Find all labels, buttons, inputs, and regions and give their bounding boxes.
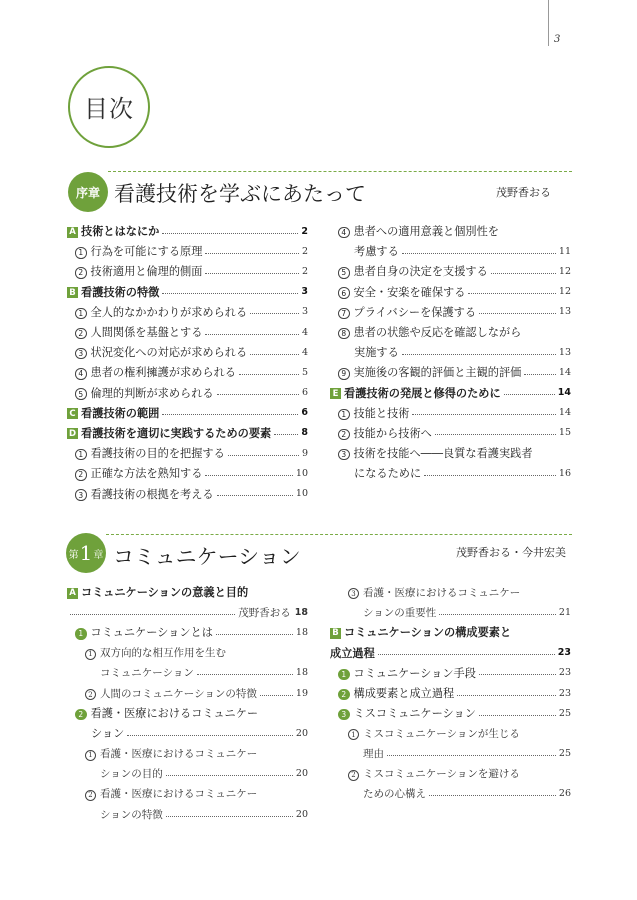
page-ref: 6 — [301, 407, 308, 419]
toc-entry-label — [338, 705, 476, 721]
chapter0-title: 看護技術を学ぶにあたって — [114, 182, 366, 206]
toc-entry[interactable] — [67, 362, 308, 382]
circled-number: 1 — [75, 247, 87, 259]
toc-entry-label — [338, 405, 409, 421]
toc-entry[interactable] — [330, 683, 571, 703]
toc-entry[interactable] — [67, 622, 308, 642]
section-mark-a: A — [67, 588, 78, 599]
page-ref: 26 — [558, 788, 571, 800]
toc-entry-text: 人間関係を基盤とする — [90, 326, 203, 340]
circled-number: 4 — [338, 227, 350, 239]
toc-entry[interactable] — [330, 403, 571, 423]
toc-entry-label — [338, 665, 476, 681]
page-ref: 20 — [295, 727, 308, 739]
toc-entry-text: になるために — [354, 467, 422, 481]
toc-entry-text: 看護技術の根拠を考える — [90, 487, 214, 501]
leader-dots — [217, 495, 293, 496]
chapter1-right-column — [330, 582, 571, 804]
leader-dots — [439, 614, 556, 615]
leader-dots — [197, 674, 293, 675]
chapter0-badge: 序章 — [68, 172, 108, 212]
toc-entry[interactable] — [67, 221, 308, 241]
toc-entry-text: コミュニケーション手段 — [353, 666, 476, 680]
page-ref: 23 — [558, 687, 571, 699]
toc-entry-text: 看護技術の範囲 — [81, 406, 160, 420]
leader-dots — [524, 374, 556, 375]
page-ref: 4 — [301, 346, 308, 358]
page-ref: 11 — [558, 245, 571, 257]
circled-number: 2 — [75, 328, 87, 340]
toc-entry-label — [348, 726, 520, 741]
page-ref: 2 — [301, 245, 308, 257]
toc-entry-label — [354, 344, 399, 360]
toc-entry-label — [85, 645, 226, 660]
toc-entry[interactable] — [67, 582, 308, 602]
toc-entry-text: 看護技術の発展と修得のために — [344, 386, 501, 400]
toc-entry[interactable] — [67, 342, 308, 362]
leader-dots — [162, 414, 298, 415]
toc-entry[interactable] — [67, 383, 308, 403]
toc-entry-text: 理由 — [363, 748, 384, 761]
toc-entry-text: 倫理的判断が求められる — [90, 386, 214, 400]
toc-entry[interactable] — [67, 804, 308, 824]
chapter1-title: コミュニケーション — [113, 545, 301, 569]
toc-entry-text: 行為を可能にする原理 — [90, 245, 203, 259]
page-ref: 18 — [295, 626, 308, 638]
circled-number: 2 — [75, 469, 87, 481]
leader-dots — [217, 394, 299, 395]
toc-entry-label — [75, 263, 202, 279]
toc-entry-text: コミュニケーション — [100, 667, 194, 680]
circled-number: 1 — [85, 649, 96, 660]
toc-entry-text: 看護・医療におけるコミュニケー — [90, 707, 259, 721]
toc-entry[interactable] — [330, 261, 571, 281]
toc-entry[interactable] — [330, 241, 571, 261]
toc-entry-label — [67, 584, 248, 600]
page-ref: 4 — [301, 326, 308, 338]
toc-entry-text: プライバシーを保護する — [353, 305, 477, 319]
toc-entry-label — [338, 445, 533, 461]
toc-entry[interactable] — [330, 723, 571, 743]
toc-entry-text: 全人的なかかわりが求められる — [90, 305, 248, 319]
page-ref: 3 — [301, 306, 308, 318]
toc-entry-label — [100, 665, 194, 680]
toc-entry-label — [330, 385, 501, 401]
section-mark-a: A — [67, 227, 78, 238]
toc-entry[interactable] — [330, 221, 571, 241]
circled-number: 1 — [338, 669, 350, 681]
page-ref: 20 — [295, 768, 308, 780]
leader-dots — [387, 755, 556, 756]
page-ref: 25 — [558, 748, 571, 760]
toc-entry-label — [75, 243, 202, 259]
page-ref: 21 — [558, 606, 571, 618]
leader-dots — [216, 634, 293, 635]
leader-dots — [205, 334, 299, 335]
toc-entry-label — [85, 686, 257, 701]
chapter0-rule — [108, 171, 572, 172]
leader-dots — [260, 695, 293, 696]
toc-entry-text: ミスコミュニケーションが生じる — [363, 727, 520, 740]
circled-number: 3 — [348, 588, 359, 599]
page-ref: 8 — [301, 427, 308, 439]
leader-dots — [239, 374, 299, 375]
toc-entry-text: コミュニケーションの構成要素と — [344, 626, 512, 640]
circled-number: 5 — [338, 267, 350, 279]
leader-dots — [162, 293, 298, 294]
toc-entry[interactable] — [67, 744, 308, 764]
toc-entry-label — [85, 746, 257, 761]
toc-entry-text: 技術とはなにか — [81, 225, 160, 239]
page-ref: 15 — [558, 427, 571, 439]
circled-number: 5 — [75, 388, 87, 400]
toc-entry[interactable] — [67, 483, 308, 503]
toc-entry-text: 患者の権利擁護が求められる — [90, 366, 236, 380]
toc-entry[interactable] — [330, 663, 571, 683]
circled-number: 1 — [75, 308, 87, 320]
leader-dots — [479, 715, 556, 716]
leader-dots — [70, 614, 235, 615]
page-ref: 14 — [558, 366, 571, 378]
toc-entry[interactable] — [67, 643, 308, 663]
circled-number: 1 — [75, 628, 87, 640]
leader-dots — [402, 354, 556, 355]
chapter1-badge-post: 章 — [93, 549, 104, 561]
toc-entry-text: 成立過程 — [330, 646, 375, 660]
leader-dots — [274, 434, 298, 435]
toc-entry-label — [354, 465, 421, 481]
page-ref: 12 — [558, 265, 571, 277]
toc-entry-label — [330, 624, 511, 640]
section-mark-d: D — [68, 428, 77, 439]
toc-entry-label — [100, 807, 163, 822]
circled-number: 2 — [85, 790, 96, 801]
toc-entry-label — [338, 324, 521, 340]
toc-entry[interactable] — [330, 383, 571, 403]
leader-dots — [205, 273, 299, 274]
toc-entry-label — [85, 786, 257, 801]
circled-number: 9 — [338, 368, 350, 380]
toc-entry[interactable] — [330, 602, 571, 622]
toc-entry-label — [67, 284, 159, 300]
toc-entry-label — [363, 786, 426, 801]
toc-entry[interactable] — [330, 582, 571, 602]
toc-entry-text: ミスコミュニケーションを避ける — [363, 768, 520, 781]
toc-entry-text: 看護・医療におけるコミュニケー — [363, 586, 521, 599]
leader-dots — [250, 313, 299, 314]
circled-number: 4 — [75, 368, 87, 380]
toc-entry-label — [75, 705, 258, 721]
toc-entry[interactable] — [67, 282, 308, 302]
toc-entry[interactable] — [330, 463, 571, 483]
page-ref: 2 — [301, 225, 308, 237]
toc-entry[interactable] — [330, 784, 571, 804]
circled-number: 2 — [75, 267, 87, 279]
section-mark-b: B — [330, 628, 341, 639]
toc-entry-text: 構成要素と成立過程 — [353, 687, 455, 701]
circled-number: 1 — [338, 409, 350, 421]
toc-entry-label — [338, 263, 488, 279]
toc-entry-text: 人間のコミュニケーションの特徴 — [100, 687, 257, 700]
toc-entry-text: 技能から技術へ — [353, 426, 432, 440]
toc-entry[interactable] — [67, 261, 308, 281]
toc-entry-text: コミュニケーションの意義と目的 — [81, 586, 249, 600]
chapter0-right-column — [330, 221, 571, 483]
toc-entry-text: 看護技術の目的を把握する — [90, 447, 225, 461]
chapter1-badge-pre: 第 — [68, 549, 79, 561]
toc-entry-text: 看護・医療におけるコミュニケー — [100, 748, 258, 761]
page-ref: 3 — [301, 286, 308, 298]
toc-entry-text: 患者への適用意義と個別性を — [353, 225, 499, 239]
toc-entry[interactable] — [67, 403, 308, 423]
circled-number: 2 — [338, 689, 350, 701]
toc-entry[interactable] — [67, 602, 308, 622]
leader-dots — [504, 394, 555, 395]
circled-number: 3 — [338, 709, 350, 721]
toc-entry[interactable] — [330, 282, 571, 302]
circled-number: 1 — [348, 729, 359, 740]
toc-entry[interactable] — [330, 764, 571, 784]
page-ref: 13 — [558, 346, 571, 358]
page-ref: 20 — [295, 808, 308, 820]
section-mark-e: E — [330, 388, 341, 399]
section-mark-c: C — [67, 408, 78, 419]
toc-entry[interactable] — [330, 622, 571, 642]
toc-entry-text: 実施後の客観的評価と主観的評価 — [353, 366, 522, 380]
toc-entry-text: ミスコミュニケーション — [353, 707, 476, 721]
toc-entry-label — [338, 425, 432, 441]
toc-entry-label — [75, 465, 202, 481]
circled-number: 6 — [338, 287, 350, 299]
page-ref: 9 — [301, 447, 308, 459]
section-author: 茂野香おる — [238, 606, 291, 619]
toc-entry[interactable] — [67, 443, 308, 463]
leader-dots — [424, 475, 556, 476]
chapter0-left-column — [67, 221, 308, 504]
circled-number: 2 — [338, 429, 350, 441]
toc-entry[interactable] — [330, 744, 571, 764]
toc-entry-label — [75, 385, 214, 401]
leader-dots — [127, 735, 293, 736]
toc-entry-text: 技能と技術 — [353, 406, 410, 420]
toc-entry-label — [91, 725, 124, 741]
toc-entry[interactable] — [330, 302, 571, 322]
chapter1-rule — [106, 534, 572, 535]
toc-entry-label — [67, 405, 159, 421]
toc-entry-text: ションの特徴 — [100, 808, 163, 821]
page-ref: 14 — [558, 407, 571, 419]
page-ref: 25 — [558, 707, 571, 719]
circled-number: 1 — [75, 449, 87, 461]
toc-entry-label — [100, 766, 163, 781]
toc-entry-label — [348, 766, 520, 781]
chapter1-author: 茂野香おる・今井宏美 — [456, 546, 566, 559]
leader-dots — [479, 674, 556, 675]
circled-number: 8 — [338, 328, 350, 340]
toc-entry-label — [330, 645, 375, 661]
page-ref: 6 — [301, 387, 308, 399]
toc-entry-label — [338, 685, 454, 701]
leader-dots — [205, 475, 293, 476]
toc-entry-label — [67, 425, 271, 441]
chapter0-author: 茂野香おる — [496, 186, 551, 199]
circled-number: 3 — [75, 489, 87, 501]
page-ref: 13 — [558, 306, 571, 318]
toc-entry[interactable] — [67, 723, 308, 743]
toc-entry-label — [338, 223, 499, 239]
leader-dots — [205, 253, 299, 254]
toc-entry-text: 看護技術の特徴 — [81, 285, 160, 299]
toc-entry-label — [75, 624, 213, 640]
leader-dots — [162, 233, 298, 234]
toc-entry-text: ションの目的 — [100, 768, 163, 781]
toc-entry-text: 考慮する — [354, 245, 399, 259]
toc-entry-label — [67, 223, 159, 239]
leader-dots — [435, 434, 556, 435]
leader-dots — [166, 816, 293, 817]
leader-dots — [250, 354, 299, 355]
toc-entry[interactable] — [67, 302, 308, 322]
page-number: 3 — [554, 34, 561, 45]
leader-dots — [491, 273, 556, 274]
toc-entry[interactable] — [67, 784, 308, 804]
page-ref: 23 — [557, 647, 571, 659]
toc-entry-text: 安全・安楽を確保する — [353, 285, 466, 299]
toc-entry-text: 正確な方法を熟知する — [90, 467, 203, 481]
toc-entry-text: ション — [91, 727, 125, 741]
toc-entry-label — [338, 364, 521, 380]
toc-entry-label — [75, 486, 214, 502]
toc-entry-text: ションの重要性 — [363, 606, 437, 619]
toc-entry-label — [75, 364, 236, 380]
page-ref: 14 — [557, 387, 571, 399]
page-ref: 18 — [294, 606, 308, 618]
leader-dots — [429, 795, 556, 796]
toc-entry-label — [338, 304, 476, 320]
toc-entry[interactable] — [330, 423, 571, 443]
toc-entry[interactable] — [330, 322, 571, 342]
toc-entry[interactable] — [67, 683, 308, 703]
circled-number: 7 — [338, 308, 350, 320]
page-ref: 10 — [295, 467, 308, 479]
page-ref: 16 — [558, 467, 571, 479]
toc-entry-label — [75, 445, 225, 461]
toc-entry-text: 双方向的な相互作用を生む — [100, 647, 226, 660]
toc-entry-text: ための心構え — [363, 788, 426, 801]
toc-entry-text: 技術を技能へ――良質な看護実践者 — [353, 447, 533, 461]
circled-number: 3 — [338, 449, 350, 461]
circled-number: 3 — [75, 348, 87, 360]
leader-dots — [166, 775, 293, 776]
page-ref: 19 — [295, 687, 308, 699]
toc-entry[interactable] — [330, 342, 571, 362]
toc-entry-text: 看護・医療におけるコミュニケー — [100, 788, 258, 801]
toc-entry-label — [338, 284, 465, 300]
toc-entry-label — [75, 324, 202, 340]
leader-dots — [479, 313, 556, 314]
toc-entry[interactable] — [67, 463, 308, 483]
chapter1-badge-number: 1 — [79, 541, 93, 565]
leader-dots — [468, 293, 556, 294]
toc-entry[interactable] — [67, 241, 308, 261]
toc-entry-text: コミュニケーションとは — [90, 626, 213, 640]
toc-entry-label — [348, 585, 520, 600]
section-mark-b: B — [67, 287, 78, 298]
toc-entry[interactable] — [67, 703, 308, 723]
circled-number: 2 — [75, 709, 87, 721]
leader-dots — [412, 414, 555, 415]
page-ref: 18 — [295, 667, 308, 679]
toc-entry[interactable] — [330, 443, 571, 463]
leader-dots — [457, 695, 556, 696]
toc-title-circle — [68, 66, 150, 148]
toc-entry-label — [363, 746, 384, 761]
leader-dots — [378, 654, 555, 655]
toc-entry[interactable] — [330, 703, 571, 723]
page-ref: 10 — [295, 488, 308, 500]
page-ref: 23 — [558, 667, 571, 679]
toc-entry[interactable] — [67, 322, 308, 342]
chapter1-badge — [66, 533, 106, 573]
toc-entry-text: 患者の状態や反応を確認しながら — [353, 326, 522, 340]
toc-entry-label — [75, 344, 247, 360]
toc-title: 目次 — [84, 95, 134, 123]
toc-entry[interactable] — [67, 423, 308, 443]
page-ref: 2 — [301, 265, 308, 277]
leader-dots — [402, 253, 556, 254]
toc-entry-label — [363, 605, 436, 620]
toc-entry-label — [354, 243, 399, 259]
toc-entry-text: 技術適用と倫理的側面 — [90, 265, 203, 279]
toc-entry-text: 実施する — [354, 346, 399, 360]
page-number-rule — [548, 0, 549, 46]
page-ref: 12 — [558, 286, 571, 298]
toc-entry[interactable] — [67, 764, 308, 784]
circled-number: 2 — [348, 770, 359, 781]
leader-dots — [228, 455, 299, 456]
page-ref: 5 — [301, 366, 308, 378]
toc-entry[interactable] — [330, 362, 571, 382]
toc-entry-text: 看護技術を適切に実践するための要素 — [81, 426, 272, 440]
toc-entry-text: 患者自身の決定を支援する — [353, 265, 488, 279]
toc-entry[interactable] — [330, 643, 571, 663]
circled-number: 1 — [85, 750, 96, 761]
toc-entry-text: 状況変化への対応が求められる — [90, 346, 248, 360]
toc-entry-label — [75, 304, 247, 320]
toc-entry[interactable] — [67, 663, 308, 683]
circled-number: 2 — [85, 689, 96, 700]
chapter1-left-column — [67, 582, 308, 824]
